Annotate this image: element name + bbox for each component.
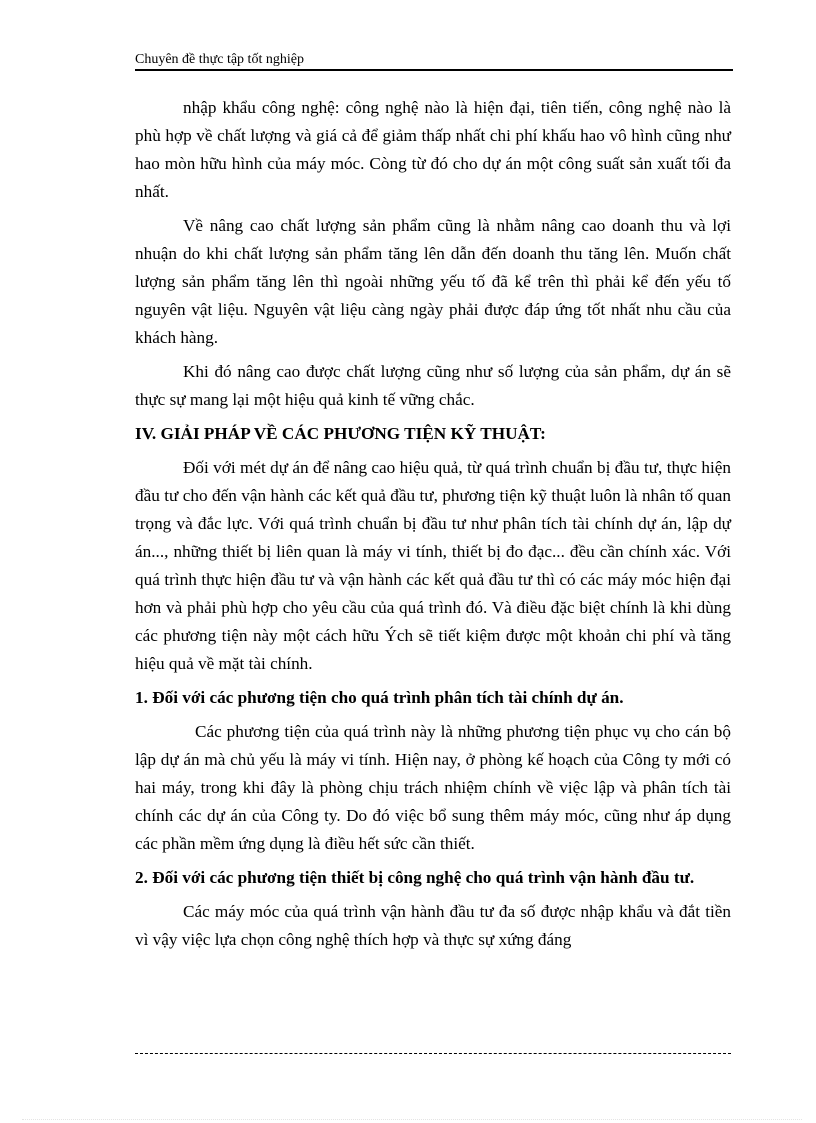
document-body bbox=[135, 94, 731, 960]
paragraph-5: Các phương tiện của quá trình này là những phương tiện phục vụ cho cán bộ lập dự án mà chủ yếu là máy vi tính. Hiện nay, ở phòng kế hoạch của Công ty mới có hai máy, trong khi đây là phòng chịu trách nhiệm chính về việc lập và phân tích tài chính các dự án của Công ty. Do đó việc bổ sung thêm máy móc, cũng như áp dụng các phần mềm ứng dụng là điều hết sức cần thiết. bbox=[135, 722, 731, 853]
paragraph-4: Đối với mét dự án để nâng cao hiệu quả, từ quá trình chuẩn bị đầu tư, thực hiện đầu tư cho đến vận hành các kết quả đầu tư, phương tiện kỹ thuật luôn là nhân tố quan trọng và đắc lực. Với quá trình chuẩn bị đầu tư như phân tích tài chính dự án, lập dự án..., những thiết bị liên quan là máy vi tính, thiết bị đo đạc... đều cần chính xác. Với quá trình thực hiện đầu tư và vận hành các kết quả đầu tư thì có các máy móc hiện đại hơn và phải phù hợp cho yêu cầu của quá trình đó. Và điều đặc biệt chính là khi dùng các phương tiện này một cách hữu Ých sẽ tiết kiệm được một khoản chi phí và tăng hiệu quả về mặt tài chính. bbox=[135, 458, 731, 673]
header-rule bbox=[135, 69, 733, 71]
paragraph-3: Khi đó nâng cao được chất lượng cũng như số lượng của sản phẩm, dự án sẽ thực sự mang lại một hiệu quả kinh tế vững chắc. bbox=[135, 362, 731, 409]
footer-dashed-rule bbox=[135, 1053, 731, 1054]
paragraph-1: nhập khẩu công nghệ: công nghệ nào là hiện đại, tiên tiến, công nghệ nào là phù hợp về chất lượng và giá cả để giảm thấp nhất chi phí khấu hao vô hình cũng như hao mòn hữu hình của máy móc. Còng từ đó cho dự án một công suất sản xuất tối đa nhất. bbox=[135, 98, 731, 201]
page-bottom-edge bbox=[22, 1119, 802, 1120]
section-heading-iv: IV. GIẢI PHÁP VỀ CÁC PHƯƠNG TIỆN KỸ THUẬT: bbox=[135, 424, 546, 443]
paragraph-6: Các máy móc của quá trình vận hành đầu tư đa số được nhập khẩu và đắt tiền vì vậy việc lựa chọn công nghệ thích hợp và thực sự xứng đáng bbox=[135, 902, 731, 949]
paragraph-2: Về nâng cao chất lượng sản phẩm cũng là nhằm nâng cao doanh thu và lợi nhuận do khi chất lượng sản phẩm tăng lên dẫn đến doanh thu tăng lên. Muốn chất lượng sản phẩm tăng lên thì ngoài những yếu tố đã kể trên thì phải kể đến yếu tố nguyên vật liệu. Nguyên vật liệu càng ngày phải được đáp ứng tốt nhất nhu cầu của khách hàng. bbox=[135, 216, 731, 347]
subsection-heading-2: 2. Đối với các phương tiện thiết bị công nghệ cho quá trình vận hành đầu tư. bbox=[135, 868, 695, 887]
page-header-title: Chuyên đề thực tập tốt nghiệp bbox=[135, 52, 304, 67]
subsection-heading-1: 1. Đối với các phương tiện cho quá trình phân tích tài chính dự án. bbox=[135, 688, 624, 707]
